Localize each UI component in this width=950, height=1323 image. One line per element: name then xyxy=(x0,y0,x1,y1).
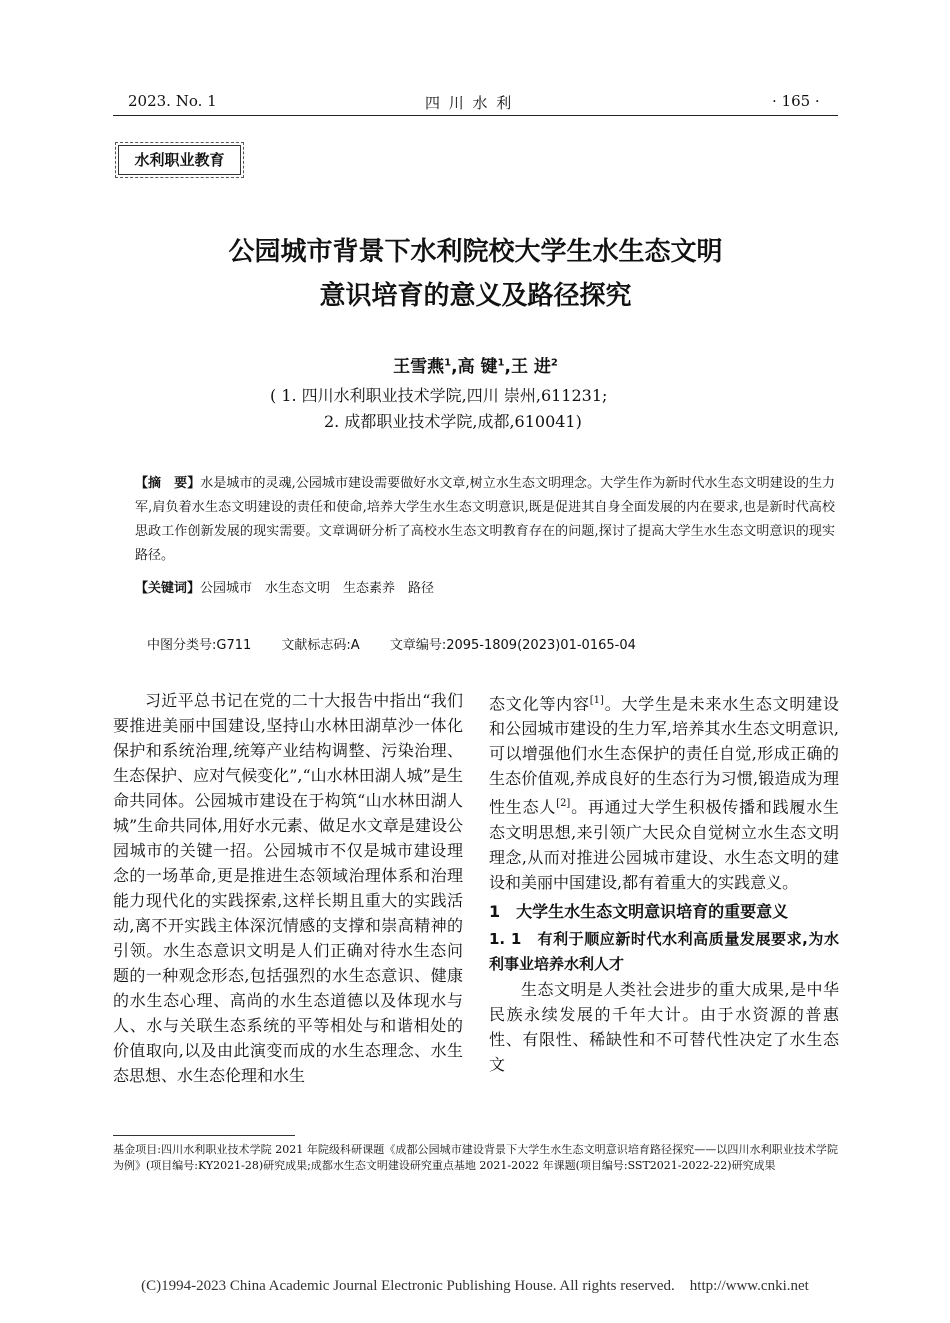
citation-1: [1] xyxy=(589,695,604,706)
affiliation-2: 2. 成都职业技术学院,成都,610041) xyxy=(324,412,582,431)
issue-number: 2023. No. 1 xyxy=(128,92,217,110)
keywords xyxy=(135,577,835,601)
title-line-2: 意识培育的意义及路径探究 xyxy=(319,281,632,311)
title-line-1: 公园城市背景下水利院校大学生水生态文明 xyxy=(228,237,723,267)
column-tag xyxy=(118,145,241,175)
page-number: · 165 · xyxy=(772,92,820,110)
classification-line xyxy=(147,634,636,653)
body-text: 。大学生是未来水生态文明建设和公园城市建设的生力军,培养其水生态文明意识,可以增强他们水生态保护的责任自觉,形成正确的生态价值观,养成良好的生态行为习惯,锻造成为理性生态人 xyxy=(489,694,839,817)
footnote-label: 基金项目: xyxy=(113,1143,161,1156)
body-paragraph: 习近平总书记在党的二十大报告中指出“我们要推进美丽中国建设,坚持山水林田湖草沙一体化保护和系统治理,统筹产业结构调整、污染治理、生态保护、应对气候变化”,“山水林田湖人城”是生命共同体。公园城市建设在于构筑“山水林田湖人城”生命共同体,用好水元素、做足水文章是建设公园城市的关键一招。公园城市不仅是城市建设理念的一场革命,更是推进生态领域治理体系和治理能力现代化的实践探索,这样长期且重大的实践活动,离不开实践主体深沉情感的支撑和崇高精神的引领。水生态意识文明是人们正确对待水生态问题的一种观念形态,包括强烈的水生态意识、健康的水生态心理、高尚的水生态道德以及体现水与人、水与关联生态系统的平等相处与和谐相处的价值取向,以及由此演变而成的水生态理念、水生态思想、水生态伦理和水生 xyxy=(113,691,463,1085)
author-separator: , xyxy=(451,357,458,377)
keywords-label: 【关键词】 xyxy=(135,581,201,596)
header-rule xyxy=(113,115,838,116)
author-2-sup: 1 xyxy=(497,357,505,369)
keywords-text: 公园城市 水生态文明 生态素养 路径 xyxy=(200,581,435,596)
body-text: 。再通过大学生积极传播和践履水生态文明思想,来引领广大民众自觉树立水生态文明理念,从而对推进公园城市建设、水生态文明的建设和美丽中国建设,都有着重大的实践意义。 xyxy=(489,797,839,892)
copyright-line: (C)1994-2023 China Academic Journal Electronic Publishing House. All rights reserved. http://www.cnki.net xyxy=(141,1278,809,1294)
footnote-text: 四川水利职业技术学院 2021 年院级科研课题《成都公园城市建设背景下大学生水生态文明意识培育路径探究——以四川水利职业技术学院为例》(项目编号:KY2021-28)研究成果;成都水生态文明建设研究重点基地 2021-2022 年课题(项目编号:SST2021-2022-22)研究成果 xyxy=(113,1143,838,1172)
author-3-sup: 2 xyxy=(550,357,558,369)
article-number: 文章编号:2095-1809(2023)01-0165-04 xyxy=(389,638,636,653)
footnote-rule xyxy=(113,1135,295,1136)
abstract-label: 【摘 要】 xyxy=(135,476,201,491)
document-code: 文献标志码:A xyxy=(281,638,360,653)
clc-number: 中图分类号:G711 xyxy=(147,638,252,653)
column-tag-label: 水利职业教育 xyxy=(134,151,225,169)
body-paragraph: 生态文明是人类社会进步的重大成果,是中华民族永续发展的千年大计。由于水资源的普惠性、有限性、稀缺性和不可替代性决定了水生态文 xyxy=(489,979,839,1074)
author-1: 王雪燕 xyxy=(393,357,445,377)
author-3: 王 进 xyxy=(510,357,551,377)
abstract xyxy=(135,472,835,568)
body-paragraph-continued xyxy=(489,688,839,895)
author-2: 高 键 xyxy=(457,357,498,377)
body-text: 态文化等内容 xyxy=(489,694,590,714)
author-separator: , xyxy=(504,357,511,377)
funding-footnote xyxy=(113,1142,838,1174)
journal-name: 四 川 水 利 xyxy=(425,94,514,112)
paper-title xyxy=(113,230,838,318)
affiliation-1: ( 1. 四川水利职业技术学院,四川 崇州,611231; xyxy=(270,386,608,405)
authors xyxy=(113,352,838,377)
section-heading-1: 1 大学生水生态文明意识培育的重要意义 xyxy=(489,901,789,921)
subsection-heading-1-1: 1. 1 有利于顺应新时代水利高质量发展要求,为水利事业培养水利人才 xyxy=(489,929,839,973)
body-right-column xyxy=(489,688,839,1077)
body-left-column xyxy=(113,688,463,1088)
abstract-text: 水是城市的灵魂,公园城市建设需要做好水文章,树立水生态文明理念。大学生作为新时代水生态文明建设的生力军,肩负着水生态文明建设的责任和使命,培养大学生水生态文明意识,既是促进其自身全面发展的内在要求,也是新时代高校思政工作创新发展的现实需要。文章调研分析了高校水生态文明教育存在的问题,探讨了提高大学生水生态文明意识的现实路径。 xyxy=(135,476,835,563)
affiliations xyxy=(270,383,607,435)
citation-2: [2] xyxy=(556,798,571,810)
author-1-sup: 1 xyxy=(444,357,452,369)
